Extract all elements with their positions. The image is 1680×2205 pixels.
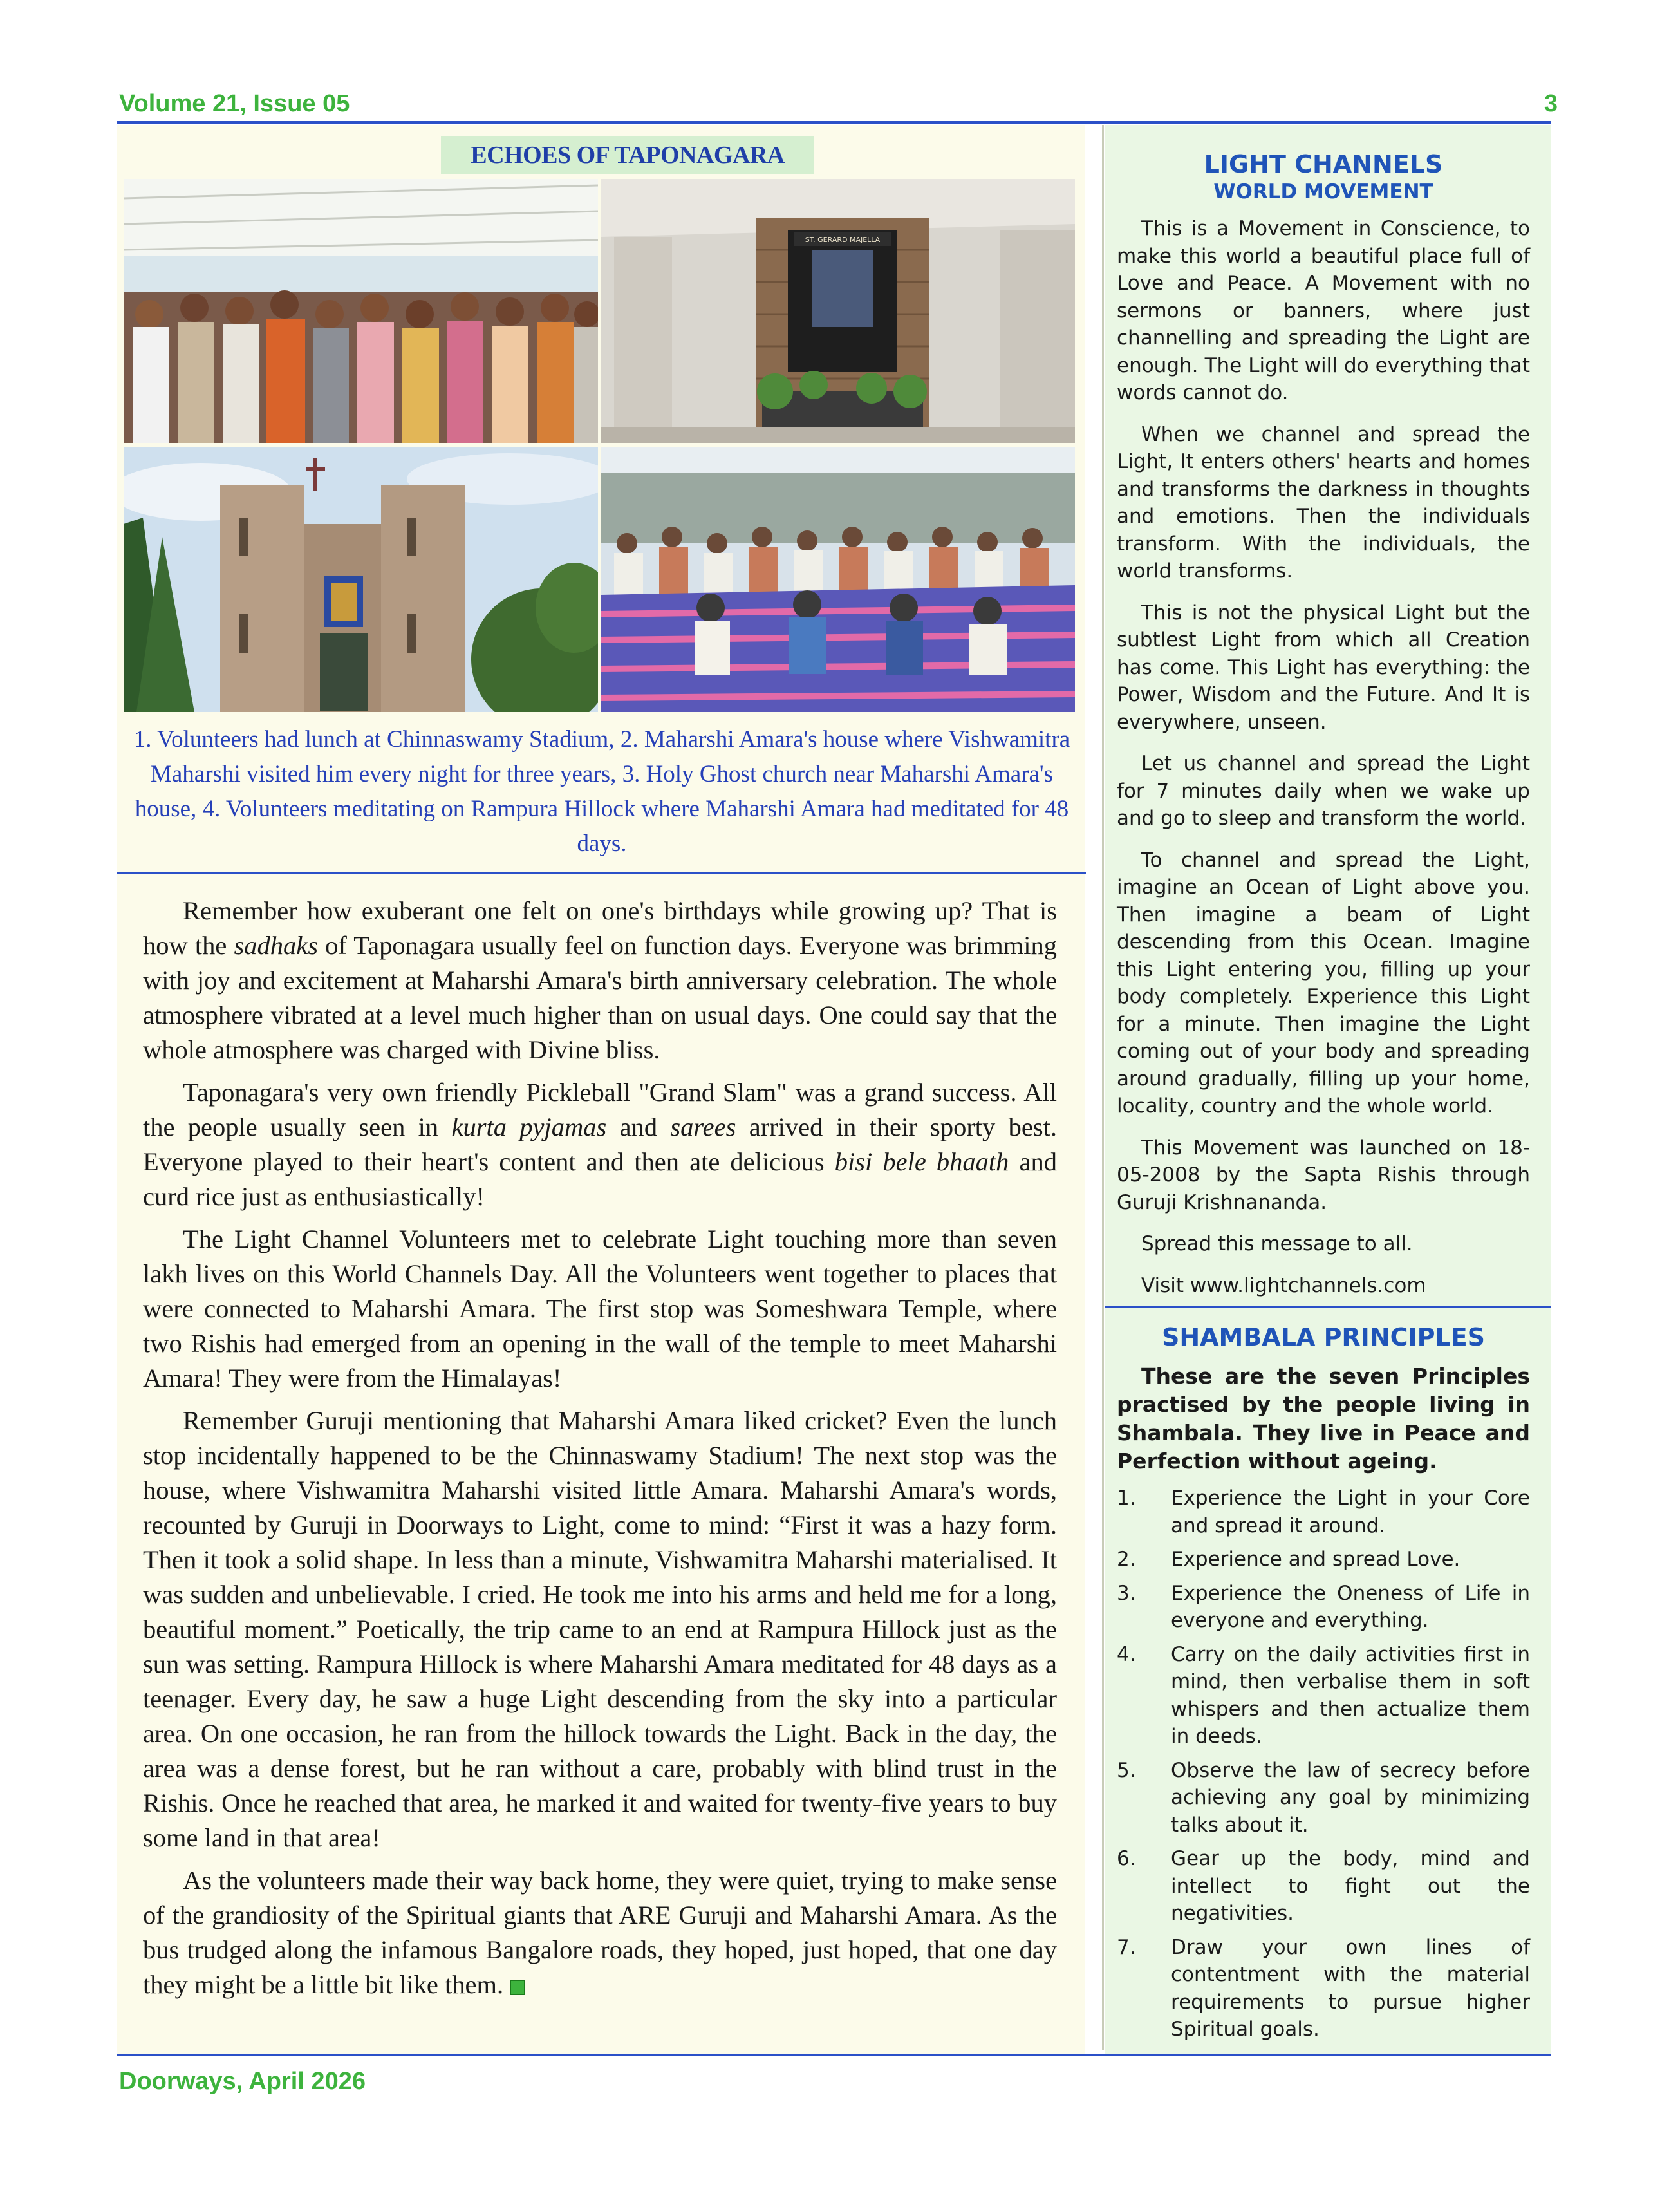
light-channels-paragraph: This Movement was launched on 18-05-2008 by the Sapta Rishis through Guruji Krishnananda. — [1117, 1136, 1530, 1214]
house-plaque-text: ST. GERARD MAJELLA — [805, 236, 881, 244]
light-channels-paragraph: Spread this message to all. — [1141, 1232, 1413, 1255]
page-number: 3 — [1544, 90, 1558, 117]
list-item: 3. Experience the Oneness of Life in everyone and everything. — [1117, 1581, 1530, 1632]
shambala-title: SHAMBALA PRINCIPLES — [1161, 1323, 1486, 1351]
light-channels-paragraph: Let us channel and spread the Light for 7 minutes daily when we wake up and go to sleep and transform the world. — [1117, 752, 1530, 830]
light-channels-subtitle: WORLD MOVEMENT — [1213, 180, 1433, 203]
volume-issue: Volume 21, Issue 05 — [119, 90, 350, 117]
photo-maharshi-house — [601, 179, 1075, 443]
light-channels-paragraph: This is not the physical Light but the subtlest Light from which all Creation has come. This Light has everything: the Power, Wisdom and the Future. And It is everywhere, unseen. — [1117, 601, 1530, 734]
light-channels-paragraph: When we channel and spread the Light, It enters others' hearts and homes and transforms the darkness in thoughts and emotions. Then the individuals transform. With the individuals, the world transforms. — [1117, 422, 1530, 583]
caption-rule — [117, 872, 1086, 874]
list-item: 6. Gear up the body, mind and intellect to fight out the negativities. — [1117, 1847, 1530, 1925]
footer-rule — [117, 2054, 1551, 2056]
article-body — [143, 894, 1057, 2010]
shambala-list — [1117, 1485, 1530, 2043]
shambala-intro: These are the seven Principles practised by the people living in Shambala. They live in Peace and Perfection without ageing. — [1117, 1364, 1530, 1474]
photo-volunteers-meditating — [601, 447, 1075, 712]
list-item: 2. Experience and spread Love. — [1117, 1548, 1461, 1571]
photo-holy-ghost-church — [124, 447, 598, 712]
list-item: 5. Observe the law of secrecy before achieving any goal by minimizing talks about it. — [1117, 1758, 1530, 1837]
echoes-title: ECHOES OF TAPONAGARA — [441, 136, 814, 174]
footer-issue: Doorways, April 2026 — [119, 2068, 366, 2095]
list-item: 1. Experience the Light in your Core and spread it around. — [1117, 1487, 1530, 1537]
light-channels-website: Visit www.lightchannels.com — [1141, 1273, 1426, 1297]
end-mark-icon — [510, 1980, 525, 1995]
shambala-box — [1117, 1321, 1530, 2050]
light-channels-title: LIGHT CHANNELS — [1204, 150, 1443, 178]
list-item: 7. Draw your own lines of contentment with the material requirements to pursue higher Spiritual goals. — [1117, 1935, 1530, 2041]
article-paragraph-1: Remember how exuberant one felt on one's birthdays while growing up? That is how the sadhaks of Taponagara usually feel on function days. Everyone was brimming with joy and excitement at Maharshi Amara's birth anniversary celebration. The whole atmosphere vibrated at a level much higher than on usual days. One could say that the whole atmosphere was charged with Divine bliss. — [143, 896, 1057, 1064]
header-rule — [117, 121, 1551, 124]
light-channels-box — [1117, 149, 1530, 1313]
article-paragraph-2: Taponagara's very own friendly Pickleball "Grand Slam" was a grand success. All the people usually seen in kurta pyjamas and sarees arrived in their sporty best. Everyone played to their heart's content and then ate delicious bisi bele bhaath and curd rice just as enthusiastically! — [143, 1078, 1057, 1211]
right-column-rule — [1105, 1306, 1551, 1308]
article-paragraph-5: As the volunteers made their way back home, they were quiet, trying to make sense of the grandiosity of the Spiritual giants that ARE Guruji and Maharshi Amara. As the bus trudged along the infamous Bangalore roads, they hoped, just hoped, that one day they might be a little bit like them. — [143, 1866, 1057, 1999]
photo-volunteers-lunch — [124, 179, 598, 443]
photo-caption: 1. Volunteers had lunch at Chinnaswamy Stadium, 2. Maharshi Amara's house where Vishwamitra Maharshi visited him every night for three years, 3. Holy Ghost church near Maharshi Amara's house, 4. Volunteers meditating on Rampura Hillock where Maharshi Amara had meditated for 48 days. — [133, 726, 1070, 857]
article-paragraph-3: The Light Channel Volunteers met to celebrate Light touching more than seven lakh lives on this World Channels Day. All the Volunteers went together to places that were connected to Maharshi Amara. The first stop was Someshwara Temple, where two Rishis had emerged from an opening in the wall of the temple to meet Maharshi Amara! They were from the Himalayas! — [143, 1224, 1057, 1393]
list-item: 4. Carry on the daily activities first in mind, then verbalise them in soft whispers and then actualize them in deeds. — [1117, 1642, 1530, 1748]
column-divider — [1102, 125, 1104, 2050]
light-channels-paragraph: To channel and spread the Light, imagine an Ocean of Light above you. Then imagine a beam of Light descending from this Ocean. Imagine this Light entering you, filling up your body completely. Experience this Light for a minute. Then imagine the Light coming out of your body and spreading around gradually, filling up your home, locality, country and the whole world. — [1117, 848, 1530, 1118]
light-channels-paragraph: This is a Movement in Conscience, to make this world a beautiful place full of Love and Peace. A Movement with no sermons or banners, where just channelling and spreading the Light are enough. The Light will do everything that words cannot do. — [1117, 217, 1530, 404]
article-paragraph-4: Remember Guruji mentioning that Maharshi Amara liked cricket? Even the lunch stop incidentally happened to be the Chinnaswamy Stadium! The next stop was the house, where Vishwamitra Maharshi visited little Amara. Maharshi Amara's words, recounted by Guruji in Doorways to Light, come to mind: “First it was a hazy form. Then it took a solid shape. In less than a minute, Vishwamitra Maharshi materialised. It was sudden and unbelievable. I cried. He took me into his arms and held me for a long, beautiful moment.” Poetically, the trip came to an end at Rampura Hillock just as the sun was setting. Rampura Hillock is where Maharshi Amara meditated for 48 days as a teenager. Every day, he saw a huge Light descending from the sky into a particular area. On one occasion, he ran from the hillock towards the Light. Back in the day, the area was a dense forest, but he ran without a care, probably with blind trust in the Rishis. Once he reached that area, he marked it and waited for twenty-five years to buy some land in that area! — [143, 1406, 1057, 1852]
